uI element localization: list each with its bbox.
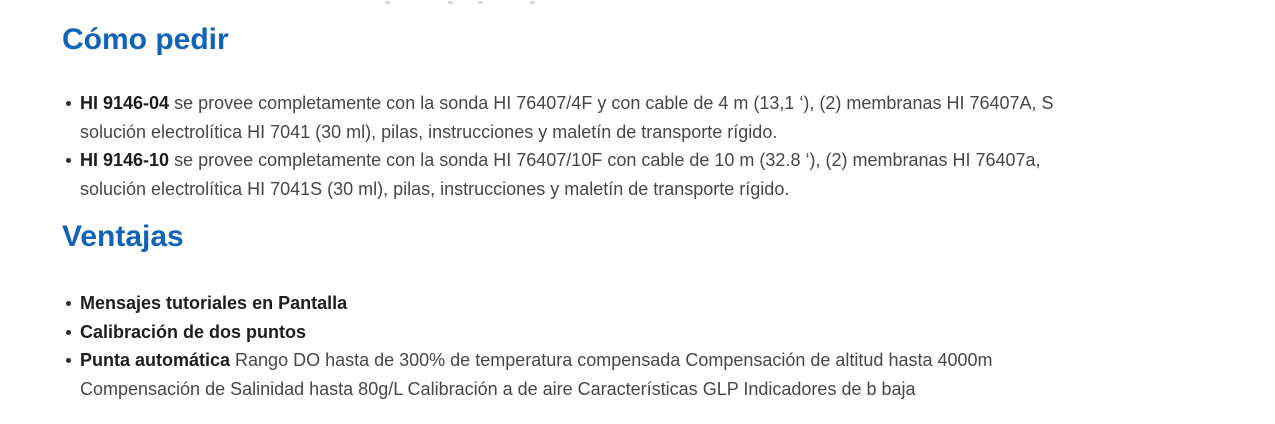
ordering-bullet-list	[62, 89, 1210, 203]
advantage-bold: Calibración de dos puntos	[80, 321, 307, 342]
advantage-bold: Punta automática	[80, 350, 231, 370]
section-heading-ventajas: Ventajas	[62, 220, 184, 253]
section-heading-como-pedir: Cómo pedir	[62, 23, 229, 56]
list-item-punta-automatica	[64, 346, 1080, 403]
product-code-bold: HI 9146-10	[80, 150, 170, 170]
list-item-hi-9146-10	[64, 146, 1080, 203]
advantage-bold: Mensajes tutoriales en Pantalla	[80, 293, 348, 313]
list-item-hi-9146-04	[64, 89, 1080, 146]
product-code-bold: HI 9146-04	[80, 93, 170, 113]
list-item-calibracion-dos-puntos	[64, 318, 1080, 347]
section-como-pedir	[62, 22, 1210, 203]
item-description-text: se provee completamente con la sonda HI 76407/4F y con cable de 4 m (13,1 ‘), (2) membranas HI 76407A, S solución electrolítica HI 7041 (30 ml), pilas, instrucciones y maletín de transporte rígido.	[80, 93, 1054, 142]
advantages-bullet-list	[62, 289, 1210, 403]
item-description-text: Rango DO hasta de 300% de temperatura compensada Compensación de altitud hasta 4000m Compensación de Salinidad hasta 80g/L Calibración a de aire Características GLP Indicadores de b baja	[80, 350, 993, 399]
item-description-text: se provee completamente con la sonda HI 76407/10F con cable de 10 m (32.8 ‘), (2) membranas HI 76407a, solución electrolítica HI 7041S (30 ml), pilas, instrucciones y maletín de transporte rígido.	[80, 150, 1041, 199]
section-ventajas	[62, 219, 1210, 403]
list-item-mensajes-tutoriales	[64, 289, 1080, 318]
cropped-line-remnant	[0, 0, 1275, 5]
